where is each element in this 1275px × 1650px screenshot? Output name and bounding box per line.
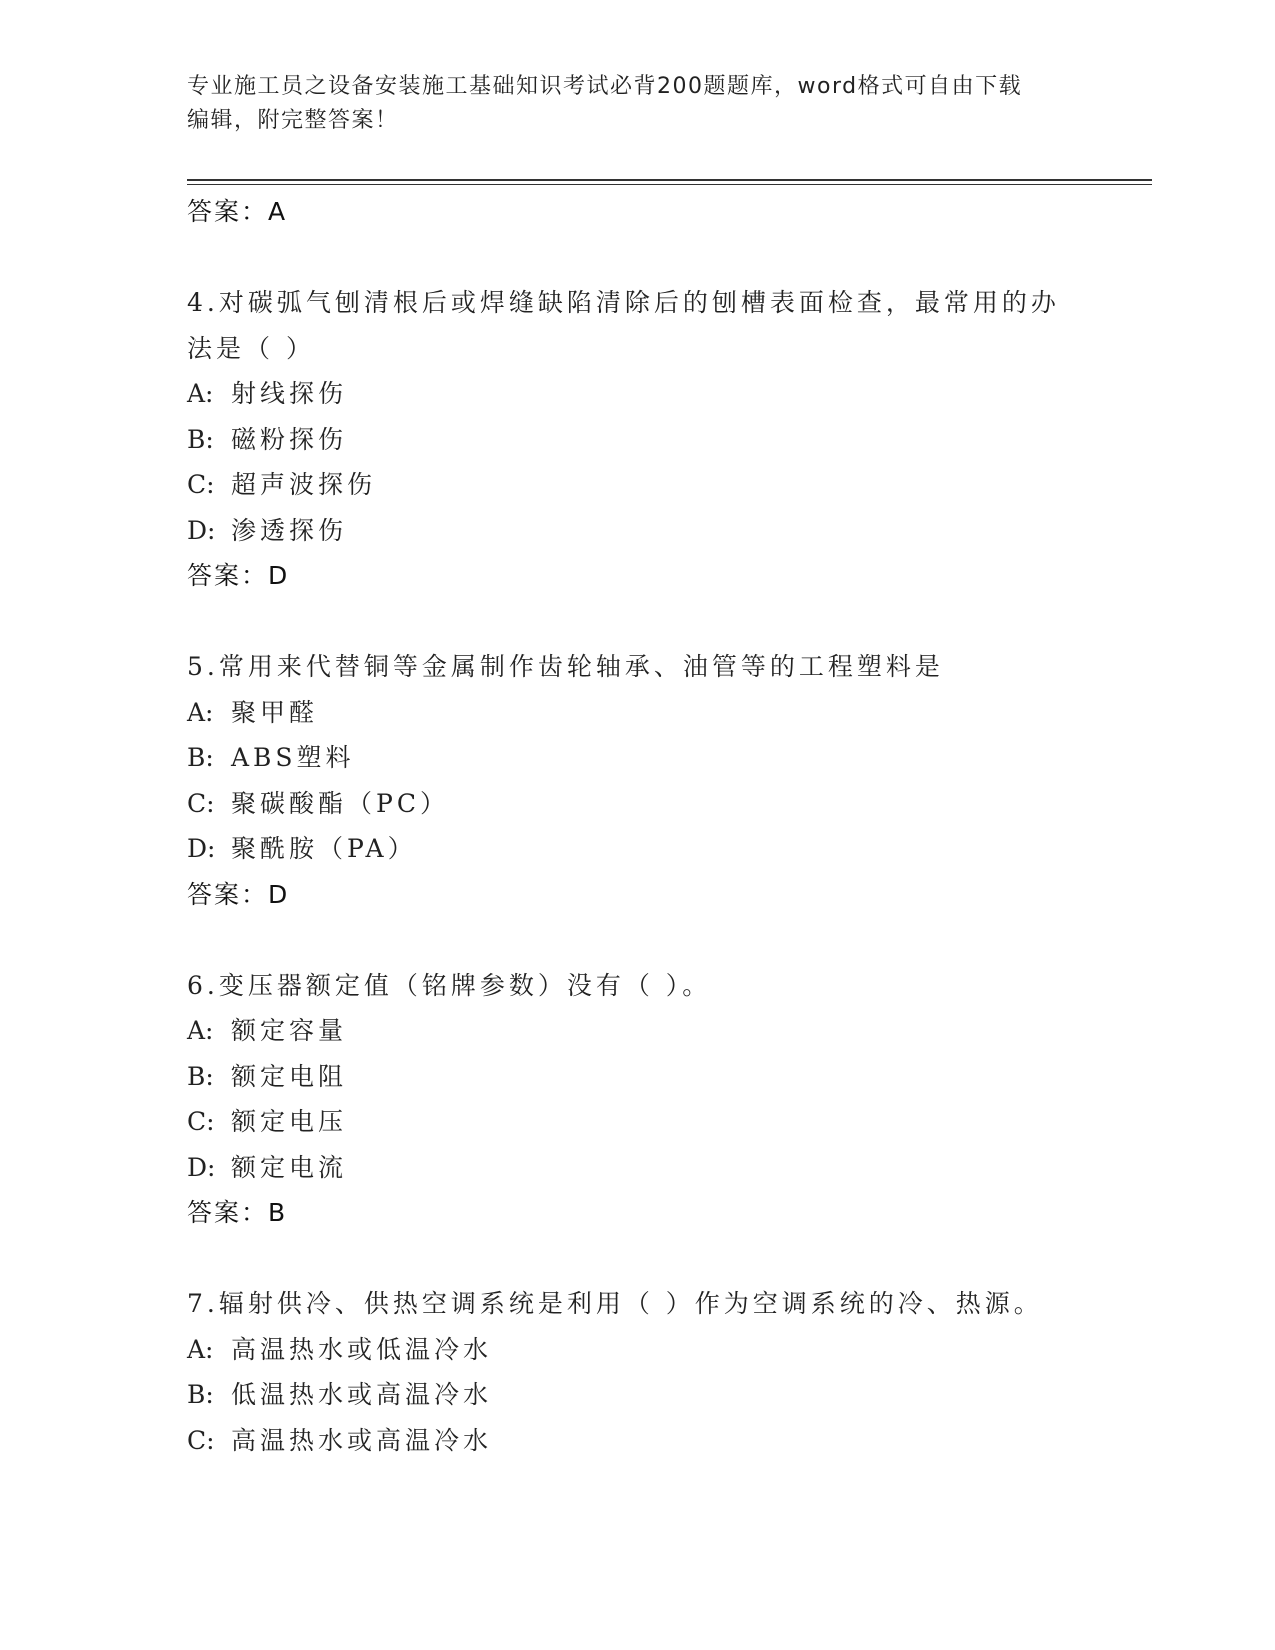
answer-line: 答案：B	[187, 1198, 288, 1227]
option-c	[187, 462, 1117, 508]
option-label: C:	[187, 470, 215, 499]
spacer	[187, 1236, 1117, 1282]
spacer	[187, 917, 1117, 963]
option-b	[187, 1054, 1117, 1100]
option-label: B:	[187, 1380, 214, 1409]
previous-answer: 答案：A	[187, 197, 288, 226]
option-c	[187, 1418, 1117, 1464]
question-stem: 5.常用来代替铜等金属制作齿轮轴承、油管等的工程塑料是	[187, 652, 944, 681]
option-a	[187, 690, 1117, 736]
header-divider-thin	[187, 184, 1152, 185]
option-label: D:	[187, 1152, 216, 1182]
header-divider-thick	[187, 179, 1152, 181]
question-block	[187, 644, 1117, 917]
option-label: C:	[187, 1107, 215, 1136]
option-text: 高温热水或高温冷水	[231, 1425, 493, 1455]
option-text: ABS塑料	[231, 743, 355, 772]
option-d	[187, 826, 1117, 872]
option-label: D:	[187, 515, 216, 545]
answer-line: 答案：D	[187, 879, 290, 909]
option-label: A:	[187, 1016, 214, 1045]
option-text: 额定容量	[231, 1016, 348, 1045]
answer-line: 答案：D	[187, 561, 290, 590]
option-label: D:	[187, 834, 216, 863]
question-stem: 7.辐射供冷、供热空调系统是利用（ ）作为空调系统的冷、热源。	[187, 1289, 1043, 1318]
spacer	[187, 235, 1117, 281]
question-block	[187, 280, 1117, 599]
option-text: 额定电阻	[231, 1061, 348, 1091]
question-block	[187, 1281, 1117, 1463]
option-text: 渗透探伤	[231, 515, 348, 545]
option-label: B:	[187, 424, 214, 454]
option-label: A:	[187, 697, 214, 727]
option-a	[187, 1008, 1117, 1054]
header-line-2: 编辑，附完整答案！	[187, 108, 399, 133]
question-list	[187, 189, 1117, 1463]
option-text: 聚酰胺（PA）	[231, 834, 417, 863]
option-b	[187, 1372, 1117, 1418]
option-d	[187, 1145, 1117, 1191]
option-label: B:	[187, 743, 214, 772]
option-text: 磁粉探伤	[231, 424, 348, 454]
option-d	[187, 508, 1117, 554]
question-stem: 法是（ ）	[187, 333, 315, 363]
question-stem: 6.变压器额定值（铭牌参数）没有（ ）。	[187, 970, 712, 1000]
option-a	[187, 371, 1117, 417]
option-text: 额定电流	[231, 1152, 348, 1182]
option-a	[187, 1327, 1117, 1373]
option-label: A:	[187, 1334, 214, 1364]
header-line-1: 专业施工员之设备安装施工基础知识考试必背200题题库，word格式可自由下载	[187, 74, 1023, 99]
option-label: C:	[187, 1425, 215, 1455]
option-c	[187, 781, 1117, 827]
option-label: C:	[187, 788, 215, 818]
option-text: 额定电压	[231, 1107, 348, 1136]
option-text: 低温热水或高温冷水	[231, 1380, 493, 1409]
option-c	[187, 1099, 1117, 1145]
option-text: 高温热水或低温冷水	[231, 1334, 493, 1364]
option-text: 超声波探伤	[231, 470, 377, 499]
question-block	[187, 963, 1117, 1236]
option-b	[187, 417, 1117, 463]
option-label: B:	[187, 1061, 214, 1091]
question-stem: 4.对碳弧气刨清根后或焊缝缺陷清除后的刨槽表面检查，最常用的办	[187, 288, 1060, 317]
option-label: A:	[187, 379, 214, 408]
option-text: 射线探伤	[231, 379, 348, 408]
option-text: 聚甲醛	[231, 697, 319, 727]
option-b	[187, 735, 1117, 781]
option-text: 聚碳酸酯（PC）	[231, 788, 449, 818]
document-header	[187, 70, 1087, 138]
spacer	[187, 599, 1117, 645]
